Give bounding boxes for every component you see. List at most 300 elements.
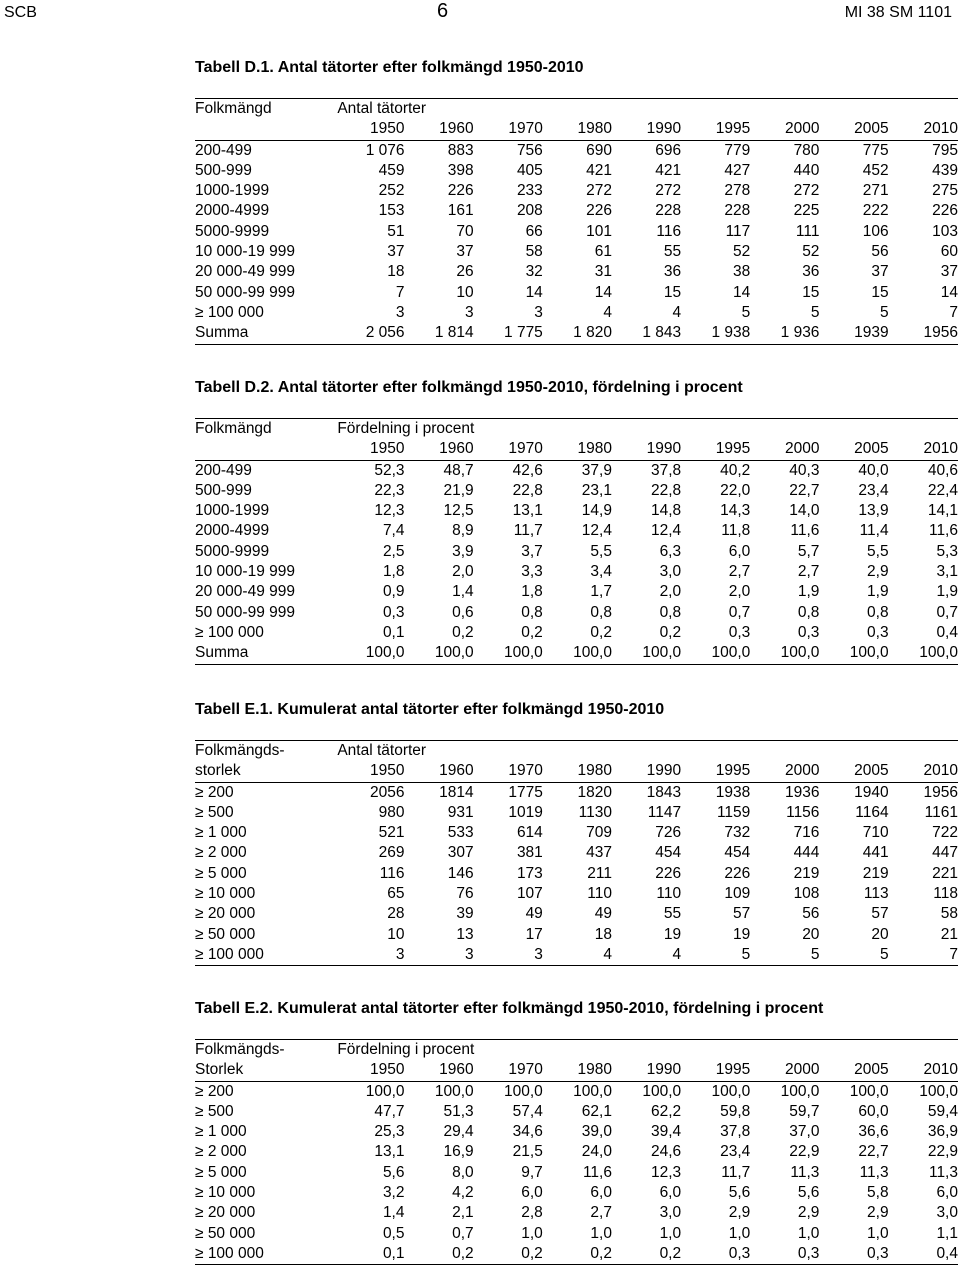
table-cell: 117: [725, 222, 751, 240]
row-label: 1000-1999: [195, 182, 270, 200]
year-header: 1960: [405, 761, 474, 782]
table-cell: 52: [733, 243, 751, 261]
table-d1: [195, 98, 958, 345]
table-cell: 42,6: [512, 461, 543, 479]
table-cell: 0,6: [452, 603, 474, 621]
table-cell: 21,9: [443, 481, 474, 499]
row-label: ≥ 50 000: [195, 925, 256, 943]
table-cell: 5,3: [936, 542, 958, 560]
table-cell: 1 843: [612, 323, 681, 344]
table-cell: 14,9: [581, 502, 612, 520]
table-cell: 20: [871, 925, 889, 943]
row-label: 200-499: [195, 461, 252, 479]
table-cell: 0,7: [936, 603, 958, 621]
table-cell: 1814: [439, 783, 474, 801]
year-header: 1970: [474, 1060, 543, 1081]
table-cell: 11,3: [859, 1163, 889, 1181]
table-cell: 58: [940, 905, 958, 923]
table-cell: 21,5: [512, 1143, 543, 1161]
table-cell: 3,3: [521, 563, 543, 581]
table-cell: 225: [793, 202, 820, 220]
table-cell: 22,8: [650, 481, 682, 499]
header-row: [195, 1040, 958, 1061]
table-cell: 1159: [716, 803, 751, 821]
table-cell: 103: [932, 222, 958, 240]
year-header-row: [195, 1060, 958, 1081]
table-title: Tabell D.2. Antal tätorter efter folkmängd 1950-2010, fördelning i procent: [195, 379, 743, 396]
year-header: 1980: [543, 761, 612, 782]
table-cell: 14,3: [720, 502, 751, 520]
table-cell: 7: [889, 945, 958, 966]
table-cell: 0,2: [543, 1244, 612, 1265]
table-cell: 11,6: [582, 1163, 612, 1181]
table-cell: 23,4: [858, 481, 889, 499]
table-cell: 0,2: [612, 1244, 681, 1265]
row-label: 10 000-19 999: [195, 563, 295, 581]
table-cell: 100,0: [335, 643, 404, 664]
table-cell: 26: [456, 263, 474, 281]
row-label: 2000-4999: [195, 522, 270, 540]
table-cell: 118: [933, 885, 958, 903]
table-cell: 307: [447, 844, 474, 862]
column-label: Folkmängd: [195, 419, 335, 440]
table-cell: 153: [378, 202, 405, 220]
table-cell: 59,4: [927, 1102, 958, 1120]
table-row: [195, 782, 958, 803]
table-cell: 271: [862, 182, 889, 200]
table-cell: 1,9: [867, 583, 889, 601]
row-label: ≥ 200: [195, 1082, 234, 1100]
table-row: [195, 1163, 958, 1183]
table-cell: 1843: [646, 783, 682, 801]
table-cell: 37: [387, 243, 405, 261]
table-cell: 275: [932, 182, 958, 200]
table-cell: 3,0: [936, 1204, 958, 1222]
row-label: ≥ 1 000: [195, 1123, 247, 1141]
table-cell: 716: [793, 824, 820, 842]
table-cell: 21: [940, 925, 958, 943]
row-label: 20 000-49 999: [195, 263, 295, 281]
table-cell: 1 814: [405, 323, 474, 344]
table-row: [195, 460, 958, 481]
table-cell: 14: [594, 283, 612, 301]
table-cell: 2 056: [335, 323, 404, 344]
table-row: [195, 1081, 958, 1102]
table-cell: 100,0: [543, 643, 612, 664]
table-cell: 5,5: [590, 542, 612, 560]
row-label: ≥ 2 000: [195, 1143, 247, 1161]
table-cell: 2,1: [452, 1204, 474, 1222]
table-cell: 2,5: [382, 542, 405, 560]
year-header: 1995: [681, 1060, 750, 1081]
table-cell: 111: [795, 222, 820, 240]
table-cell: 3,0: [659, 1204, 682, 1222]
year-header: 2010: [889, 439, 958, 460]
table-e2: [195, 1039, 958, 1265]
table-cell: 100,0: [474, 643, 543, 664]
table-cell: 52,3: [374, 461, 405, 479]
header-row: [195, 741, 958, 762]
table-cell: 0,8: [797, 603, 820, 621]
table-cell: 22,7: [858, 1143, 889, 1161]
row-label: ≥ 5 000: [195, 1163, 247, 1181]
table-row: [195, 201, 958, 221]
table-cell: 12,4: [650, 522, 682, 540]
table-cell: 779: [724, 141, 751, 159]
table-cell: 34,6: [512, 1123, 543, 1141]
table-row: [195, 1224, 958, 1244]
table-e1: [195, 740, 958, 966]
year-header: 1990: [612, 439, 681, 460]
table-cell: 16,9: [443, 1143, 474, 1161]
table-title: Tabell E.1. Kumulerat antal tätorter efter folkmängd 1950-2010: [195, 701, 665, 718]
table-cell: 219: [862, 864, 889, 882]
year-header: 1950: [335, 1060, 404, 1081]
row-label: ≥ 10 000: [195, 885, 256, 903]
table-cell: 233: [516, 182, 543, 200]
table-cell: 1939: [819, 323, 888, 344]
table-row: [195, 864, 958, 884]
table-cell: 696: [655, 141, 682, 159]
table-cell: 437: [586, 844, 612, 862]
column-label: Folkmängds-: [195, 1040, 335, 1061]
table-cell: 1130: [578, 803, 612, 821]
header-left: SCB: [4, 4, 37, 21]
table-cell: 23,1: [581, 481, 612, 499]
table-cell: 15: [663, 283, 682, 301]
table-cell: 56: [802, 905, 820, 923]
table-cell: 100,0: [819, 643, 888, 664]
year-header: 1995: [681, 439, 750, 460]
table-cell: 1 775: [474, 323, 543, 344]
table-row: [195, 843, 958, 863]
year-header-row: [195, 761, 958, 782]
table-cell: 13,9: [858, 502, 889, 520]
year-header: 1970: [474, 119, 543, 140]
table-row: [195, 603, 958, 623]
table-cell: 6,0: [590, 1184, 612, 1202]
table-row: [195, 501, 958, 521]
table-row: [195, 1183, 958, 1203]
table-cell: 10: [456, 283, 474, 301]
row-label: 1000-1999: [195, 502, 270, 520]
table-cell: 732: [724, 824, 751, 842]
year-header: 1990: [612, 1060, 681, 1081]
table-cell: 116: [379, 864, 405, 882]
table-cell: 161: [447, 202, 474, 220]
year-header: 2010: [889, 761, 958, 782]
table-cell: 726: [655, 824, 682, 842]
row-label: ≥ 50 000: [195, 1224, 256, 1242]
table-cell: 36,9: [927, 1123, 958, 1141]
table-cell: 14,0: [789, 502, 820, 520]
table-row: [195, 904, 958, 924]
table-cell: 208: [516, 202, 543, 220]
year-header: 1950: [335, 439, 404, 460]
table-cell: 0,3: [681, 1244, 750, 1265]
page-number: 6: [437, 0, 449, 22]
table-cell: 6,0: [728, 542, 751, 560]
table-cell: 17: [525, 925, 543, 943]
table-row: [195, 181, 958, 201]
table-cell: 0,3: [750, 1244, 819, 1265]
table-cell: 11,8: [721, 522, 751, 540]
table-cell: 101: [586, 222, 612, 240]
table-cell: 1,0: [659, 1224, 682, 1242]
table-cell: 100,0: [405, 643, 474, 664]
table-cell: 447: [932, 844, 958, 862]
row-label: 20 000-49 999: [195, 583, 295, 601]
table-cell: 15: [802, 283, 820, 301]
table-cell: 0,2: [659, 623, 682, 641]
table-cell: 5,5: [867, 542, 889, 560]
table-cell: 0,1: [335, 1244, 404, 1265]
table-cell: 62,2: [650, 1102, 682, 1120]
table-cell: 52: [802, 243, 820, 261]
table-cell: 5: [819, 945, 888, 966]
table-cell: 228: [655, 202, 682, 220]
page-header: [0, 2, 960, 26]
table-cell: 76: [456, 885, 474, 903]
table-e1-section: [195, 700, 958, 966]
table-cell: 106: [862, 222, 889, 240]
table-cell: 3: [335, 945, 404, 966]
year-header: 1970: [474, 761, 543, 782]
table-cell: 931: [447, 803, 474, 821]
table-cell: 37,9: [581, 461, 612, 479]
table-row: [195, 884, 958, 904]
table-cell: 107: [516, 885, 543, 903]
header-right: MI 38 SM 1101: [844, 4, 952, 21]
row-label: 500-999: [195, 481, 252, 499]
year-header: 1960: [405, 439, 474, 460]
table-cell: 421: [655, 161, 682, 179]
table-cell: 8,0: [452, 1163, 474, 1181]
table-cell: 37: [940, 263, 958, 281]
table-cell: 278: [724, 182, 751, 200]
table-cell: 40,0: [858, 461, 889, 479]
table-cell: 0,2: [405, 1244, 474, 1265]
table-cell: 3: [395, 303, 405, 321]
table-row: [195, 283, 958, 303]
table-cell: 19: [663, 925, 682, 943]
table-row: [195, 242, 958, 262]
year-header: 2005: [819, 761, 888, 782]
table-cell: 219: [793, 864, 820, 882]
column-label: Folkmängd: [195, 99, 335, 120]
table-row: [195, 303, 958, 323]
table-row: [195, 140, 958, 161]
table-cell: 11,3: [790, 1163, 820, 1181]
row-label: ≥ 200: [195, 783, 234, 801]
table-row: [195, 1142, 958, 1162]
table-cell: 100,0: [711, 1082, 751, 1100]
table-cell: 66: [525, 222, 543, 240]
table-row: [195, 1203, 958, 1223]
row-label: Summa: [195, 323, 335, 344]
table-cell: 40,2: [720, 461, 751, 479]
table-cell: 58: [525, 243, 543, 261]
table-row: [195, 262, 958, 282]
table-title: Tabell D.1. Antal tätorter efter folkmängd 1950-2010: [195, 59, 584, 76]
table-cell: 60,0: [858, 1102, 889, 1120]
table-cell: 5: [750, 945, 819, 966]
table-cell: 2,0: [728, 583, 751, 601]
table-cell: 49: [594, 905, 612, 923]
table-row: [195, 582, 958, 602]
year-header: 1990: [612, 119, 681, 140]
table-cell: 22,9: [927, 1143, 958, 1161]
table-cell: 1,7: [590, 583, 612, 601]
table-cell: 3,0: [659, 563, 682, 581]
table-cell: 5,7: [797, 542, 820, 560]
table-cell: 4: [603, 303, 612, 321]
year-header: 2000: [750, 1060, 819, 1081]
table-cell: 1,0: [590, 1224, 612, 1242]
table-cell: 710: [862, 824, 889, 842]
table-cell: 39: [456, 905, 474, 923]
table-row: [195, 623, 958, 643]
table-cell: 1,4: [382, 1204, 405, 1222]
table-cell: 12,3: [374, 502, 405, 520]
table-cell: 55: [663, 243, 682, 261]
table-cell: 0,1: [382, 623, 405, 641]
table-cell: 31: [594, 263, 612, 281]
table-title: Tabell E.2. Kumulerat antal tätorter efter folkmängd 1950-2010, fördelning i procent: [195, 1000, 824, 1017]
table-cell: 0,2: [474, 1244, 543, 1265]
table-cell: 459: [378, 161, 405, 179]
table-cell: 100,0: [612, 643, 681, 664]
table-cell: 11,4: [859, 522, 889, 540]
table-cell: 55: [663, 905, 682, 923]
table-cell: 1019: [508, 803, 543, 821]
table-d2: [195, 418, 958, 665]
year-header: 1950: [335, 761, 404, 782]
table-cell: 398: [447, 161, 474, 179]
row-label: 50 000-99 999: [195, 603, 295, 621]
table-row: [195, 945, 958, 966]
table-cell: 269: [378, 844, 405, 862]
year-header: 1980: [543, 1060, 612, 1081]
table-cell: 100,0: [889, 643, 958, 664]
table-cell: 2,7: [590, 1204, 612, 1222]
table-cell: 0,3: [382, 603, 405, 621]
table-cell: 24,0: [581, 1143, 612, 1161]
table-cell: 441: [862, 844, 889, 862]
table-e2-section: [195, 999, 958, 1265]
row-label: ≥ 100 000: [195, 945, 335, 966]
table-cell: 795: [932, 141, 958, 159]
table-cell: 0,4: [936, 623, 958, 641]
table-cell: 8,9: [452, 522, 474, 540]
column-label: Folkmängds-: [195, 741, 335, 762]
table-cell: 100,0: [750, 643, 819, 664]
table-cell: 37: [871, 263, 889, 281]
year-header: 1995: [681, 761, 750, 782]
table-cell: 4: [612, 945, 681, 966]
year-header: 1980: [543, 119, 612, 140]
table-cell: 22,0: [720, 481, 751, 499]
row-label: 2000-4999: [195, 202, 270, 220]
table-cell: 3,1: [936, 563, 958, 581]
table-row: [195, 521, 958, 541]
table-cell: 0,8: [659, 603, 682, 621]
table-cell: 1956: [889, 323, 958, 344]
table-cell: 421: [586, 161, 612, 179]
table-cell: 38: [733, 263, 751, 281]
table-cell: 0,7: [728, 603, 751, 621]
table-cell: 226: [932, 202, 958, 220]
table-cell: 10: [387, 925, 405, 943]
table-cell: 381: [516, 844, 543, 862]
table-cell: 13: [456, 925, 474, 943]
year-header: 1960: [405, 1060, 474, 1081]
table-cell: 100,0: [504, 1082, 543, 1100]
table-row: [195, 542, 958, 562]
row-label: ≥ 500: [195, 1102, 234, 1120]
table-cell: 39,4: [650, 1123, 682, 1141]
table-cell: 3,7: [521, 542, 543, 560]
table-cell: 0,5: [382, 1224, 405, 1242]
table-cell: 100,0: [681, 643, 750, 664]
table-cell: 252: [378, 182, 405, 200]
row-label: ≥ 100 000: [195, 623, 264, 641]
table-cell: 100,0: [573, 1082, 612, 1100]
table-cell: 0,2: [590, 623, 612, 641]
table-cell: 226: [724, 864, 751, 882]
table-cell: 521: [378, 824, 405, 842]
table-cell: 440: [793, 161, 820, 179]
table-cell: 272: [586, 182, 612, 200]
table-cell: 108: [793, 885, 820, 903]
year-header-row: [195, 439, 958, 460]
table-d2-section: [195, 378, 958, 665]
table-cell: 5,6: [728, 1184, 751, 1202]
table-cell: 1,9: [797, 583, 820, 601]
row-label: ≥ 100 000: [195, 303, 264, 321]
year-header: 1980: [543, 439, 612, 460]
table-cell: 228: [724, 202, 751, 220]
table-cell: 3: [465, 303, 474, 321]
table-cell: 40,6: [927, 461, 958, 479]
row-label: ≥ 20 000: [195, 905, 256, 923]
table-cell: 5: [741, 303, 751, 321]
row-label: ≥ 2 000: [195, 844, 247, 862]
year-header: 2005: [819, 439, 888, 460]
table-cell: 2,7: [797, 563, 820, 581]
table-cell: 36,6: [858, 1123, 889, 1141]
table-cell: 37: [456, 243, 474, 261]
table-cell: 39,0: [581, 1123, 612, 1141]
group-header: Antal tätorter: [335, 99, 958, 120]
table-cell: 9,7: [521, 1163, 543, 1181]
row-label: 10 000-19 999: [195, 243, 295, 261]
table-cell: 2,9: [867, 1204, 889, 1222]
table-cell: 7,4: [382, 522, 405, 540]
table-cell: 59,7: [789, 1102, 820, 1120]
year-header: 2005: [819, 119, 888, 140]
row-label: 5000-9999: [195, 222, 270, 240]
table-cell: 14: [525, 283, 543, 301]
table-cell: 5: [681, 945, 750, 966]
column-label-continued: [195, 439, 335, 460]
table-cell: 454: [724, 844, 751, 862]
table-cell: 5,6: [382, 1163, 405, 1181]
table-cell: 22,9: [789, 1143, 820, 1161]
table-cell: 1156: [786, 803, 820, 821]
row-label: ≥ 10 000: [195, 1184, 256, 1202]
table-cell: 1956: [923, 783, 958, 801]
